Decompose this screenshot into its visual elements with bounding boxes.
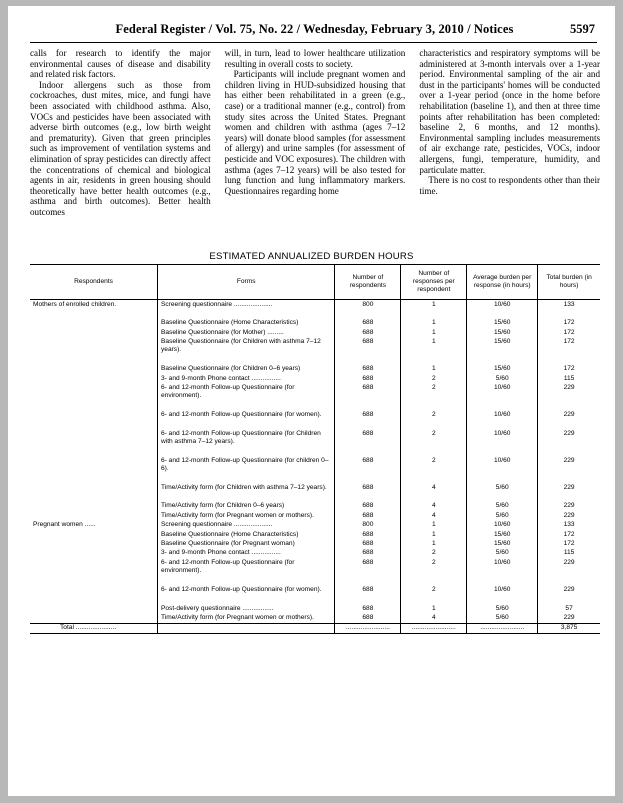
table-row bbox=[30, 539, 600, 548]
document-page bbox=[8, 6, 615, 796]
cell-form: 3- and 9-month Phone contact ................ bbox=[157, 549, 334, 558]
table-total-row bbox=[30, 623, 600, 633]
cell-average-burden: 10/60 bbox=[467, 429, 538, 447]
cell-average-burden: 10/60 bbox=[467, 558, 538, 576]
table-row bbox=[30, 604, 600, 613]
cell-form: 6- and 12-month Follow-up Questionnaire (for Children with asthma 7–12 years). bbox=[157, 429, 334, 447]
table-header-row bbox=[30, 265, 600, 300]
paragraph: characteristics and respiratory symptoms will be administered at 3-month intervals over a 1-year period. Environmental sampling of the air and dust in the participants' homes will be conducted over a 1-year period (once in the home before rehabilitation (baseline 1), and then at three time points after rehabilitation has been completed: baseline 2, 6 months, and 12 months). Environmental sampling includes measurements of air exchange rate, pesticides, VOCs, indoor allergens, fungi, temperature, humidity, and particulate matter. bbox=[419, 48, 601, 175]
cell-form: 6- and 12-month Follow-up Questionnaire (for environment). bbox=[157, 383, 334, 401]
cell-responses-per-respondent: 4 bbox=[401, 502, 467, 511]
cell-average-burden: 10/60 bbox=[467, 521, 538, 530]
cell-responses-per-respondent: 2 bbox=[401, 585, 467, 594]
table-row bbox=[30, 511, 600, 520]
table-row bbox=[30, 338, 600, 356]
cell-responses-per-respondent: 2 bbox=[401, 558, 467, 576]
cell-form: Screening questionnaire ..................... bbox=[157, 521, 334, 530]
table-row bbox=[30, 300, 600, 310]
cell-number-respondents: 688 bbox=[335, 483, 401, 492]
cell-responses-per-respondent: 1 bbox=[401, 539, 467, 548]
table-row bbox=[30, 502, 600, 511]
cell-average-burden: 5/60 bbox=[467, 502, 538, 511]
cell-responses-per-respondent: 4 bbox=[401, 613, 467, 623]
cell-respondent bbox=[30, 410, 157, 419]
cell-average-burden: 5/60 bbox=[467, 613, 538, 623]
cell-average-burden: 5/60 bbox=[467, 511, 538, 520]
cell-responses-per-respondent: 2 bbox=[401, 429, 467, 447]
cell-responses-per-respondent: 1 bbox=[401, 300, 467, 310]
cell-respondent: Mothers of enrolled children. bbox=[33, 300, 117, 308]
cell-total-burden: 229 bbox=[538, 613, 600, 623]
cell-respondent bbox=[30, 511, 157, 520]
cell-total-burden: 229 bbox=[538, 456, 600, 474]
cell-respondent bbox=[30, 585, 157, 594]
cell-form: Baseline Questionnaire (Home Characteristics) bbox=[157, 319, 334, 328]
paragraph: Indoor allergens such as those from cockroaches, dust mites, mice, and fungi have been associated with childhood asthma. Also, VOCs and pesticides have been associated with adverse birth outcomes (e.g., low birth weight and prematurity). Given that green principles such as improvement of ventilation systems and elimination of spray pesticides can directly affect the concentrations of chemical and biological agents in air, residents in green housing should theoretically have better health outcomes (e.g., asthma and birth outcomes). Better health outcomes bbox=[30, 79, 211, 217]
cell-responses-per-respondent: 2 bbox=[401, 456, 467, 474]
cell-average-burden: 5/60 bbox=[467, 483, 538, 492]
cell-number-respondents: 688 bbox=[335, 613, 401, 623]
cell-number-respondents: 688 bbox=[335, 585, 401, 594]
cell-number-respondents: 688 bbox=[335, 558, 401, 576]
cell-total-burden: 229 bbox=[538, 383, 600, 401]
cell-respondent bbox=[30, 365, 157, 374]
header-rule bbox=[30, 42, 597, 43]
cell-total-burden: 229 bbox=[538, 502, 600, 511]
cell-form: Post-delivery questionnaire ................. bbox=[157, 604, 334, 613]
cell-total-form bbox=[157, 623, 334, 633]
cell-total-burden: 57 bbox=[538, 604, 600, 613]
table-row-spacer bbox=[30, 420, 600, 429]
cell-average-burden: 10/60 bbox=[467, 300, 538, 310]
cell-respondent bbox=[30, 604, 157, 613]
column-2 bbox=[225, 48, 406, 218]
table-row-spacer bbox=[30, 309, 600, 318]
cell-total-burden: 229 bbox=[538, 483, 600, 492]
page-number: 5597 bbox=[570, 22, 595, 36]
cell-average-burden: 15/60 bbox=[467, 338, 538, 356]
cell-average-burden: 10/60 bbox=[467, 383, 538, 401]
col-header-responses-per-respondent: Number of responses per respondent bbox=[401, 265, 467, 300]
cell-form: Time/Activity form (for Children 0–6 years) bbox=[157, 502, 334, 511]
table-body bbox=[30, 300, 600, 634]
table-row-spacer bbox=[30, 492, 600, 501]
table-title: ESTIMATED ANNUALIZED BURDEN HOURS bbox=[209, 251, 414, 262]
page-header bbox=[30, 22, 599, 42]
table-row bbox=[30, 521, 600, 530]
cell-average-burden: 10/60 bbox=[467, 456, 538, 474]
col-header-number-respondents: Number of respondents bbox=[335, 265, 401, 300]
table-row bbox=[30, 483, 600, 492]
cell-number-respondents: 688 bbox=[335, 549, 401, 558]
cell-respondent bbox=[30, 558, 157, 576]
col-header-forms: Forms bbox=[157, 265, 334, 300]
table-head bbox=[30, 265, 600, 300]
cell-number-respondents: 688 bbox=[335, 530, 401, 539]
cell-form: 6- and 12-month Follow-up Questionnaire (for children 0–6). bbox=[157, 456, 334, 474]
cell-form: Baseline Questionnaire (Home Characteristics) bbox=[157, 530, 334, 539]
cell-responses-per-respondent: 1 bbox=[401, 530, 467, 539]
cell-number-respondents: 688 bbox=[335, 319, 401, 328]
table-row bbox=[30, 365, 600, 374]
cell-responses-per-respondent: 2 bbox=[401, 374, 467, 383]
table-row-spacer bbox=[30, 595, 600, 604]
cell-respondent bbox=[30, 483, 157, 492]
cell-responses-per-respondent: 2 bbox=[401, 410, 467, 419]
cell-average-burden: 15/60 bbox=[467, 365, 538, 374]
paragraph: will, in turn, lead to lower healthcare utilization resulting in overall costs to society. bbox=[224, 48, 406, 69]
table-row bbox=[30, 383, 600, 401]
cell-form: 6- and 12-month Follow-up Questionnaire (for women). bbox=[157, 410, 334, 419]
cell-number-respondents: 688 bbox=[335, 410, 401, 419]
cell-respondent bbox=[30, 613, 157, 623]
table-row-spacer bbox=[30, 576, 600, 585]
table-row-spacer bbox=[30, 401, 600, 410]
cell-total-burden: 172 bbox=[538, 530, 600, 539]
cell-respondent bbox=[30, 328, 157, 337]
cell-number-respondents: 688 bbox=[335, 328, 401, 337]
cell-total-burden: 229 bbox=[538, 558, 600, 576]
article-columns bbox=[30, 48, 600, 218]
cell-responses-per-respondent: 1 bbox=[401, 365, 467, 374]
cell-form: Baseline Questionnaire (for Children with asthma 7–12 years). bbox=[157, 338, 334, 356]
cell-total-burden: 172 bbox=[538, 328, 600, 337]
cell-number-respondents: 688 bbox=[335, 365, 401, 374]
cell-grand-total: 3,875 bbox=[538, 623, 600, 633]
cell-number-respondents: 800 bbox=[335, 300, 401, 310]
cell-number-respondents: 688 bbox=[335, 456, 401, 474]
cell-responses-per-respondent: 1 bbox=[401, 328, 467, 337]
cell-respondent bbox=[30, 456, 157, 474]
cell-total-burden: 133 bbox=[538, 521, 600, 530]
cell-form: Baseline Questionnaire (for Pregnant woman) bbox=[157, 539, 334, 548]
table-row-spacer bbox=[30, 447, 600, 456]
cell-total-burden: 229 bbox=[538, 429, 600, 447]
cell-average-burden: 10/60 bbox=[467, 585, 538, 594]
cell-form: Time/Activity form (for Pregnant women or mothers). bbox=[157, 613, 334, 623]
cell-responses-per-respondent: 2 bbox=[401, 549, 467, 558]
cell-respondent bbox=[30, 539, 157, 548]
cell-number-respondents: 688 bbox=[335, 374, 401, 383]
cell-respondent bbox=[30, 502, 157, 511]
cell-number-respondents: 688 bbox=[335, 429, 401, 447]
paragraph: calls for research to identify the major environmental causes of disease and disability and related risk factors. bbox=[30, 48, 211, 80]
cell-total-burden: 115 bbox=[538, 374, 600, 383]
cell-responses-per-respondent: 2 bbox=[401, 383, 467, 401]
cell-form: Screening questionnaire ..................... bbox=[157, 300, 334, 310]
cell-respondent bbox=[30, 319, 157, 328]
cell-total-burden: 133 bbox=[538, 300, 600, 310]
cell-form: Time/Activity form (for Pregnant women or mothers). bbox=[157, 511, 334, 520]
table-row bbox=[30, 374, 600, 383]
cell-total-label: Total ...................... bbox=[30, 623, 157, 633]
cell-respondent bbox=[30, 549, 157, 558]
cell-form: 6- and 12-month Follow-up Questionnaire (for women). bbox=[157, 585, 334, 594]
cell-number-respondents: 688 bbox=[335, 502, 401, 511]
cell-total-average: ........................ bbox=[467, 623, 538, 633]
col-header-average-burden: Average burden per response (in hours) bbox=[467, 265, 538, 300]
table-row bbox=[30, 558, 600, 576]
table-row bbox=[30, 456, 600, 474]
table-row-spacer bbox=[30, 474, 600, 483]
cell-respondent bbox=[30, 383, 157, 401]
table-row bbox=[30, 530, 600, 539]
cell-average-burden: 10/60 bbox=[467, 410, 538, 419]
cell-form: 3- and 9-month Phone contact ................ bbox=[157, 374, 334, 383]
column-1 bbox=[30, 48, 211, 218]
cell-responses-per-respondent: 1 bbox=[401, 521, 467, 530]
cell-responses-per-respondent: 1 bbox=[401, 604, 467, 613]
cell-number-respondents: 688 bbox=[335, 338, 401, 356]
cell-total-burden: 229 bbox=[538, 585, 600, 594]
cell-form: Baseline Questionnaire (for Mother) ......... bbox=[157, 328, 334, 337]
cell-total-burden: 172 bbox=[538, 319, 600, 328]
col-header-respondents: Respondents bbox=[30, 265, 157, 300]
header-title: Federal Register / Vol. 75, No. 22 / Wednesday, February 3, 2010 / Notices bbox=[115, 22, 514, 36]
cell-total-burden: 172 bbox=[538, 365, 600, 374]
cell-respondent: Pregnant women ...... bbox=[33, 521, 96, 529]
table-row-spacer bbox=[30, 355, 600, 364]
table-row bbox=[30, 549, 600, 558]
cell-total-responses: ........................ bbox=[401, 623, 467, 633]
cell-responses-per-respondent: 4 bbox=[401, 483, 467, 492]
cell-total-burden: 115 bbox=[538, 549, 600, 558]
table-row bbox=[30, 410, 600, 419]
table-row bbox=[30, 328, 600, 337]
cell-average-burden: 15/60 bbox=[467, 530, 538, 539]
cell-responses-per-respondent: 4 bbox=[401, 511, 467, 520]
cell-form: Time/Activity form (for Children with asthma 7–12 years). bbox=[157, 483, 334, 492]
cell-responses-per-respondent: 1 bbox=[401, 338, 467, 356]
cell-total-respondents: ........................ bbox=[335, 623, 401, 633]
cell-average-burden: 15/60 bbox=[467, 328, 538, 337]
cell-total-burden: 172 bbox=[538, 338, 600, 356]
paragraph: Participants will include pregnant women and children living in HUD-subsidized housing that has either been rehabilitated in a green (e.g., case) or a traditional manner (e.g., control) from study sites across the United States. Pregnant women and children with asthma (ages 7–12 years) will donate blood samples (for assessment of allergy) and urine samples (for assessment of pesticide and VOC exposures). The children with asthma (ages 7–12 years) will be also tested for lung function and lung inflammatory markers. Questionnaires regarding home bbox=[224, 69, 406, 196]
col-header-total-burden: Total burden (in hours) bbox=[538, 265, 600, 300]
cell-number-respondents: 688 bbox=[335, 383, 401, 401]
table-row bbox=[30, 319, 600, 328]
cell-total-burden: 229 bbox=[538, 410, 600, 419]
cell-number-respondents: 688 bbox=[335, 604, 401, 613]
cell-total-burden: 172 bbox=[538, 539, 600, 548]
cell-respondent bbox=[30, 429, 157, 447]
paragraph: There is no cost to respondents other than their time. bbox=[419, 175, 601, 196]
cell-respondent bbox=[30, 374, 157, 383]
cell-respondent bbox=[30, 338, 157, 356]
table-row bbox=[30, 585, 600, 594]
table-row bbox=[30, 613, 600, 623]
table-row bbox=[30, 429, 600, 447]
cell-average-burden: 15/60 bbox=[467, 539, 538, 548]
cell-average-burden: 5/60 bbox=[467, 549, 538, 558]
cell-respondent bbox=[30, 530, 157, 539]
burden-table-wrapper bbox=[30, 264, 600, 634]
cell-average-burden: 15/60 bbox=[467, 319, 538, 328]
cell-number-respondents: 688 bbox=[335, 539, 401, 548]
cell-total-burden: 229 bbox=[538, 511, 600, 520]
cell-number-respondents: 688 bbox=[335, 511, 401, 520]
cell-number-respondents: 800 bbox=[335, 521, 401, 530]
cell-form: 6- and 12-month Follow-up Questionnaire (for environment). bbox=[157, 558, 334, 576]
cell-responses-per-respondent: 1 bbox=[401, 319, 467, 328]
cell-average-burden: 5/60 bbox=[467, 374, 538, 383]
burden-table bbox=[30, 264, 600, 634]
cell-form: Baseline Questionnaire (for Children 0–6 years) bbox=[157, 365, 334, 374]
cell-average-burden: 5/60 bbox=[467, 604, 538, 613]
column-3 bbox=[419, 48, 600, 218]
